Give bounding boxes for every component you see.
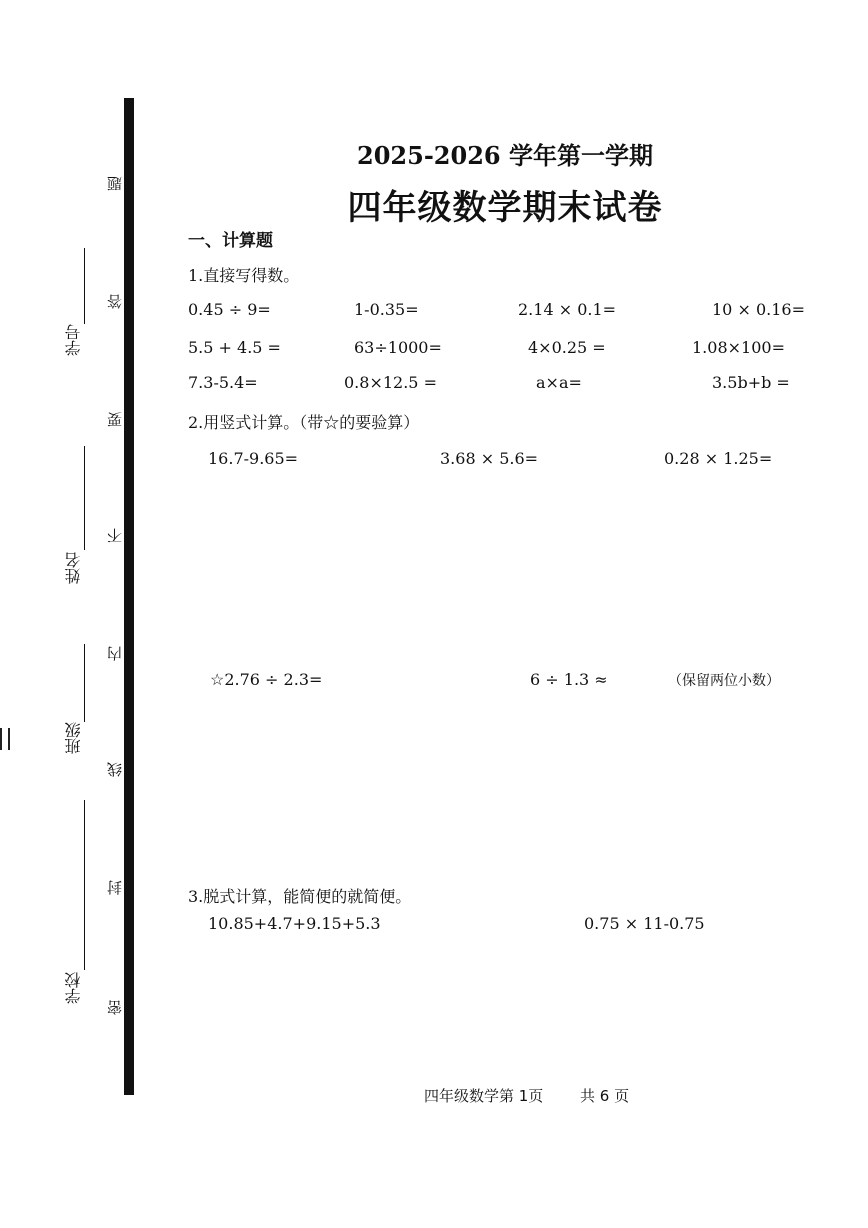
field-name-label: 姓名 bbox=[64, 552, 83, 584]
field-student-id-label: 学号 bbox=[64, 324, 83, 356]
rounding-note: （保留两位小数） bbox=[668, 673, 780, 689]
problem: ☆2.76 ÷ 2.3= bbox=[210, 670, 323, 689]
field-school-label: 学校 bbox=[64, 972, 83, 1004]
page-total: 共 6 页 bbox=[580, 1087, 630, 1105]
seal-char: 封 bbox=[106, 880, 124, 895]
problem: 0.75 × 11-0.75 bbox=[584, 914, 705, 933]
binding-bar bbox=[124, 98, 134, 1095]
problem: 16.7-9.65= bbox=[208, 449, 299, 468]
seal-char: 内 bbox=[106, 646, 124, 661]
problem: 5.5 + 4.5 = bbox=[188, 338, 281, 357]
seal-char: 线 bbox=[106, 762, 124, 777]
field-student-id-line bbox=[84, 248, 85, 324]
field-name-line bbox=[84, 446, 85, 550]
problem: 1.08×100= bbox=[692, 338, 785, 357]
problem: 7.3-5.4= bbox=[188, 373, 258, 392]
problem: 2.14 × 0.1= bbox=[518, 300, 617, 319]
problem: 1-0.35= bbox=[354, 300, 419, 319]
problem: a×a= bbox=[536, 373, 582, 392]
field-class-label: 班级 bbox=[64, 722, 83, 754]
seal-char: 答 bbox=[106, 294, 124, 309]
section-heading: 一、计算题 bbox=[188, 231, 273, 251]
problem: 0.28 × 1.25= bbox=[664, 449, 773, 468]
problem: 0.45 ÷ 9= bbox=[188, 300, 271, 319]
problem: 10 × 0.16= bbox=[712, 300, 805, 319]
problem: 4×0.25 = bbox=[528, 338, 606, 357]
problem: 10.85+4.7+9.15+5.3 bbox=[208, 914, 381, 933]
problem: 3.5b+b = bbox=[712, 373, 790, 392]
exam-title: 四年级数学期末试卷 bbox=[347, 188, 663, 228]
question-3-label: 3.脱式计算，能简便的就简便。 bbox=[188, 887, 412, 906]
exam-term: 2025-2026 学年第一学期 bbox=[357, 141, 653, 170]
problem: 63÷1000= bbox=[354, 338, 442, 357]
seal-char: 不 bbox=[106, 528, 124, 543]
problem: 3.68 × 5.6= bbox=[440, 449, 539, 468]
field-school-line bbox=[84, 800, 85, 970]
problem: 6 ÷ 1.3 ≈ bbox=[530, 670, 608, 689]
field-class-line bbox=[84, 644, 85, 722]
scan-mark bbox=[0, 728, 10, 750]
page-number: 四年级数学第 1页 bbox=[424, 1087, 544, 1105]
question-2-label: 2.用竖式计算。（带☆的要验算） bbox=[188, 413, 420, 432]
question-1-label: 1.直接写得数。 bbox=[188, 266, 300, 285]
seal-char: 密 bbox=[106, 1000, 124, 1015]
seal-char: 要 bbox=[106, 412, 124, 427]
problem: 0.8×12.5 = bbox=[344, 373, 437, 392]
seal-char: 题 bbox=[106, 176, 124, 191]
